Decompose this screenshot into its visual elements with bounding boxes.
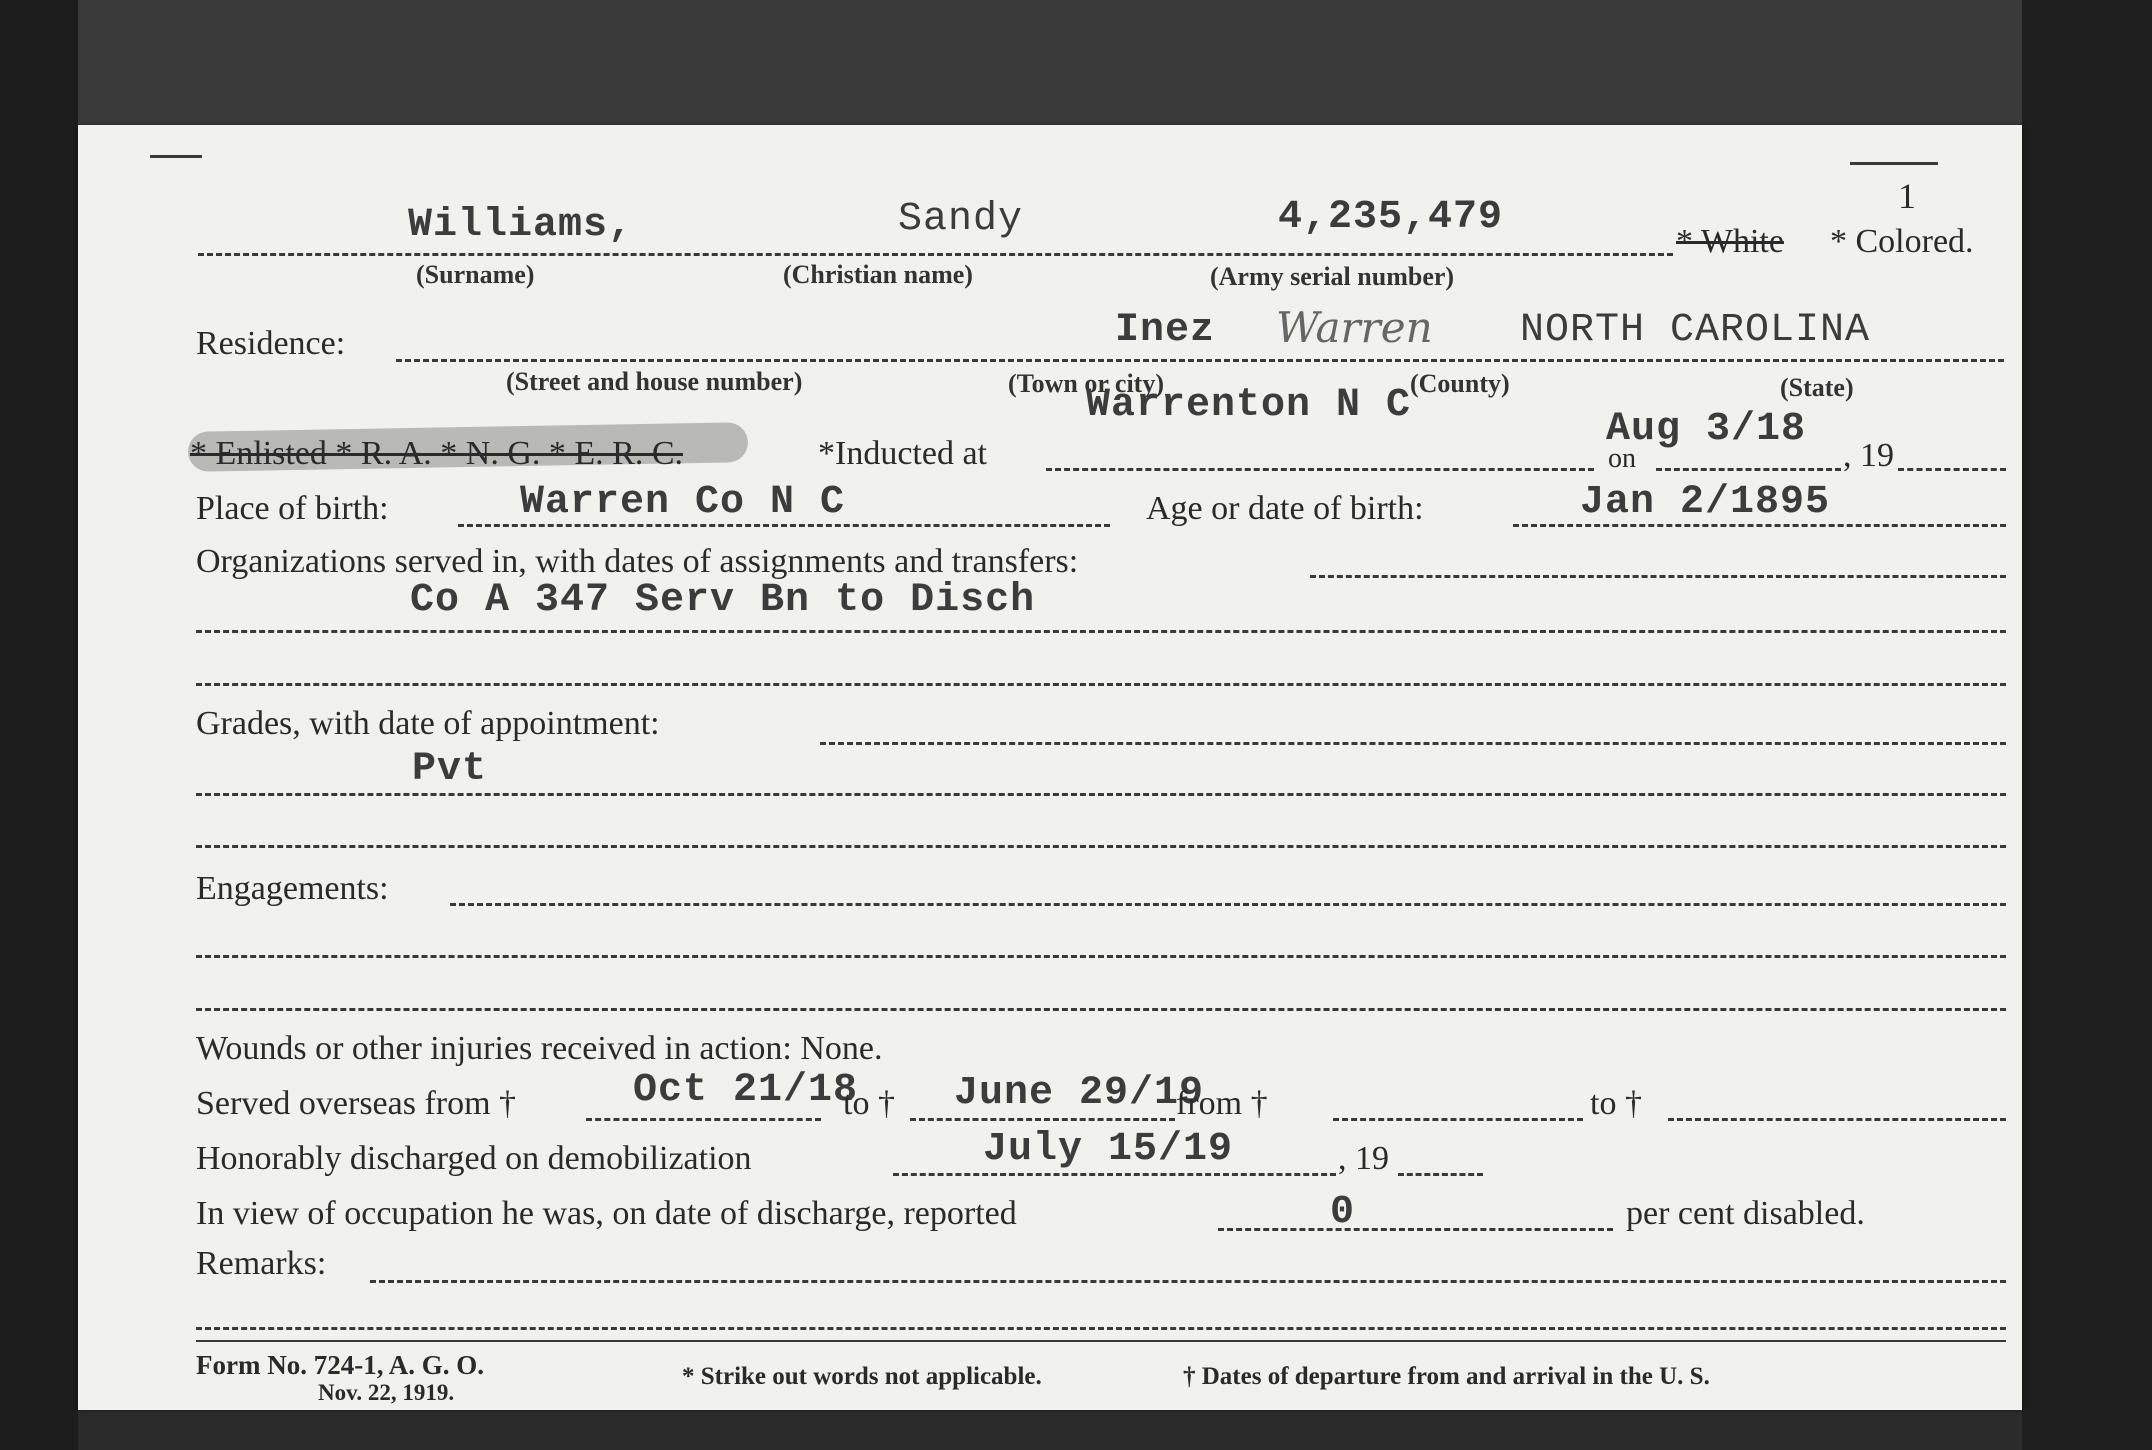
overseas-to2-label: to †	[1590, 1085, 1642, 1122]
disability-label: In view of occupation he was, on date of discharge, reported	[196, 1195, 1017, 1232]
form-date: Nov. 22, 1919.	[318, 1380, 455, 1405]
county-caption: (County)	[1410, 369, 1510, 398]
grades-label: Grades, with date of appointment:	[196, 705, 660, 742]
residence-state: NORTH CAROLINA	[1520, 308, 1871, 353]
top-left-rule	[150, 155, 202, 158]
inducted-date: Aug 3/18	[1606, 407, 1807, 452]
inducted-year-suffix: , 19	[1843, 437, 1894, 474]
birth-date-value: Jan 2/1895	[1580, 480, 1831, 525]
serial-caption: (Army serial number)	[1210, 262, 1455, 291]
inducted-on-label: on	[1608, 443, 1636, 474]
race-white-label: * White	[1676, 223, 1784, 260]
surname-value: Williams,	[408, 203, 634, 248]
remarks-line-1	[370, 1280, 2006, 1283]
overseas-to-value: June 29/19	[954, 1071, 1205, 1116]
christian-name-value: Sandy	[898, 197, 1024, 242]
disability-value: 0	[1330, 1190, 1356, 1235]
inducted-at-label: *Inducted at	[818, 435, 987, 472]
engagements-label: Engagements:	[196, 870, 389, 907]
scan-background-right	[2022, 0, 2152, 1450]
discharge-date: July 15/19	[983, 1127, 1234, 1172]
engagements-line-2	[196, 955, 2006, 958]
card-number: 1	[1898, 176, 1916, 216]
surname-caption: (Surname)	[416, 260, 535, 289]
organizations-value: Co A 347 Serv Bn to Disch	[410, 578, 1036, 623]
inducted-year-line	[1898, 468, 2006, 471]
disability-line	[1218, 1228, 1613, 1231]
discharge-year-line	[1398, 1173, 1483, 1176]
inducted-place: Warrenton N C	[1086, 383, 1412, 428]
footnote-strike: * Strike out words not applicable.	[682, 1363, 1042, 1390]
overseas-from-line	[586, 1118, 821, 1121]
wounds-label: Wounds or other injuries received in action: None.	[196, 1030, 883, 1067]
overseas-from-label: Served overseas from †	[196, 1085, 517, 1122]
service-record-card	[78, 125, 2022, 1410]
footnote-dates: † Dates of departure from and arrival in the U. S.	[1183, 1363, 1710, 1390]
grades-value: Pvt	[412, 747, 488, 792]
grades-line-2	[196, 793, 2006, 796]
top-right-rule	[1850, 162, 1938, 165]
state-caption: (State)	[1780, 373, 1854, 402]
overseas-from2-line	[1333, 1118, 1583, 1121]
discharge-year-suffix: , 19	[1338, 1140, 1389, 1177]
christian-name-caption: (Christian name)	[783, 260, 973, 289]
inducted-place-line	[1046, 468, 1594, 471]
birth-date-label: Age or date of birth:	[1146, 490, 1424, 527]
organizations-line-2	[196, 630, 2006, 633]
form-number: Form No. 724-1, A. G. O.	[196, 1350, 484, 1380]
residence-town: Inez	[1115, 308, 1216, 353]
grades-line-3	[196, 845, 2006, 848]
street-caption: (Street and house number)	[506, 367, 803, 396]
organizations-line-3	[196, 683, 2006, 686]
birth-place-label: Place of birth:	[196, 490, 389, 527]
overseas-to-label: to †	[843, 1085, 895, 1122]
remarks-label: Remarks:	[196, 1245, 327, 1282]
birth-place-line	[458, 524, 1110, 527]
engagements-line-3	[196, 1008, 2006, 1011]
remarks-line-2	[196, 1327, 2006, 1330]
discharge-date-line	[893, 1173, 1336, 1176]
engagements-line-1	[450, 903, 2006, 906]
residence-line	[396, 359, 2004, 362]
overseas-to2-line	[1668, 1118, 2006, 1121]
race-colored-label: * Colored.	[1830, 223, 1974, 260]
disability-suffix: per cent disabled.	[1626, 1195, 1865, 1232]
residence-county: Warren	[1276, 303, 1433, 352]
scan-background-left	[0, 0, 78, 1450]
overseas-from2-label: from †	[1176, 1085, 1268, 1122]
organizations-label: Organizations served in, with dates of assignments and transfers:	[196, 543, 1079, 580]
grades-line-1	[820, 742, 2006, 745]
footer-rule	[196, 1340, 2006, 1342]
name-line	[198, 253, 1673, 256]
serial-value: 4,235,479	[1278, 195, 1504, 240]
organizations-line-1	[1310, 575, 2006, 578]
overseas-from-value: Oct 21/18	[633, 1068, 859, 1113]
residence-label: Residence:	[196, 325, 346, 362]
scan-background-top	[0, 0, 2152, 125]
birth-place-value: Warren Co N C	[520, 480, 846, 525]
overseas-to-line	[910, 1118, 1175, 1121]
inducted-date-line	[1656, 468, 1841, 471]
discharge-label: Honorably discharged on demobilization	[196, 1140, 752, 1177]
enlisted-options-label: * Enlisted * R. A. * N. G. * E. R. C.	[190, 435, 684, 472]
birth-date-line	[1513, 524, 2006, 527]
town-caption: (Town or city)	[1008, 369, 1164, 398]
